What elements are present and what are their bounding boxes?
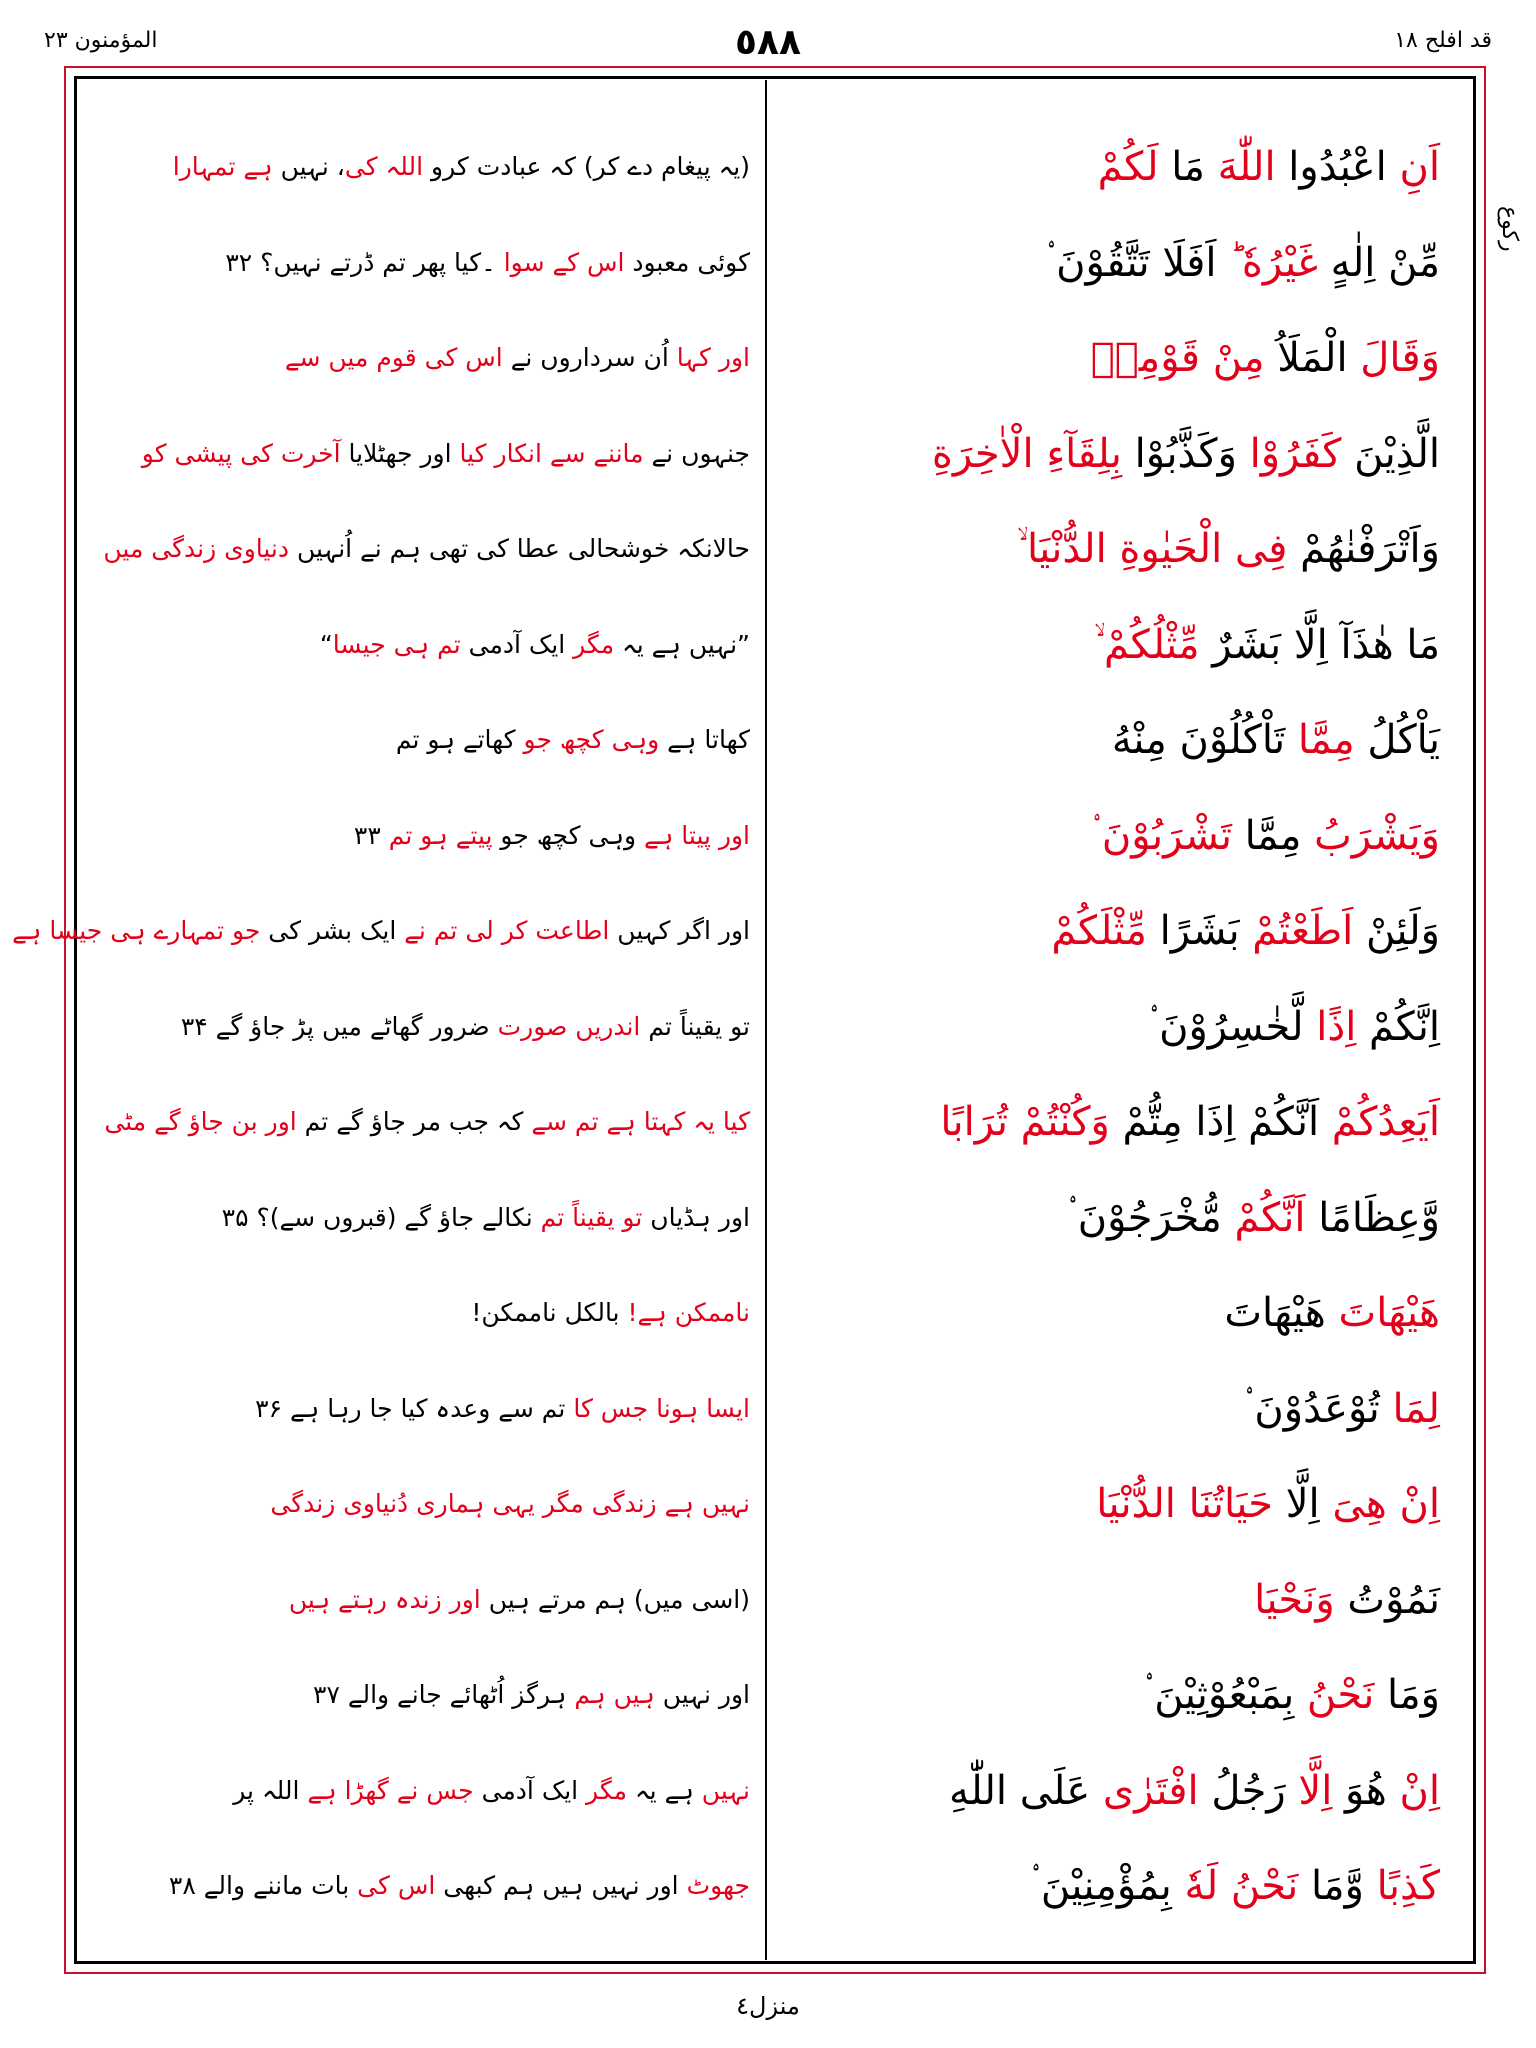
text-segment: حالانکہ خوشحالی عطا کی تھی ہم نے اُنہیں	[289, 534, 750, 563]
text-segment: لَهٗ	[1171, 1863, 1219, 1909]
text-segment: کھاتے ہو تم	[395, 725, 516, 754]
text-segment: حَيَاتُنَا الدُّنْيَا	[1096, 1481, 1273, 1527]
text-segment: اِنَّكُمْ	[1356, 1003, 1440, 1050]
text-segment: مِمَّا	[1285, 717, 1355, 763]
text-segment: کوئی معبود	[624, 247, 750, 277]
arabic-verse-line	[790, 228, 1440, 298]
text-segment: وہی کچھ جو	[515, 725, 660, 754]
urdu-translation-line	[100, 610, 750, 680]
text-segment: ہرگز اُٹھائے جانے والے ۳۷	[313, 1680, 567, 1709]
text-segment: مِمَّا	[1231, 812, 1302, 859]
text-segment: لَّخٰسِرُوْنَ ۟	[1149, 1003, 1304, 1050]
text-segment: وَّمَا	[1298, 1863, 1364, 1909]
text-segment: كَذِبًا	[1363, 1863, 1440, 1909]
arabic-verse-line	[790, 514, 1440, 584]
column-divider	[765, 80, 767, 1960]
text-segment: ضرور گھاٹے میں پڑ جاؤ گے ۳۴	[180, 1011, 490, 1041]
text-segment: تَاْكُلُوْنَ مِنْهُ	[1111, 717, 1286, 763]
text-segment: جو تمہارے ہی جیسا ہے	[12, 916, 261, 945]
text-segment: ؕ اَفَلَا تَتَّقُوْنَ ۟	[1046, 239, 1230, 286]
text-segment: نکالے جاؤ گے (قبروں سے)؟ ۳۵	[221, 1202, 533, 1232]
text-segment: هَيْهَاتَ	[1325, 1290, 1440, 1336]
text-segment: اِلَّا	[1285, 1767, 1333, 1814]
urdu-translation-line	[100, 992, 750, 1062]
text-segment: ایک آدمی	[460, 629, 566, 659]
arabic-verse-line	[790, 1087, 1440, 1157]
text-segment: ایک بشر کی	[260, 916, 397, 945]
text-segment: نَحْنُ	[1218, 1863, 1299, 1909]
arabic-verse-line	[790, 705, 1440, 775]
text-segment: ایک آدمی	[473, 1775, 579, 1805]
text-segment: وَلَئِنْ	[1353, 908, 1440, 954]
arabic-verse-line	[790, 1374, 1440, 1444]
text-segment: اَنَّكُمْ اِذَا مِتُّمْ	[1109, 1099, 1320, 1145]
text-segment: پیتے ہو تم	[380, 820, 493, 850]
text-segment: لِمَا	[1379, 1385, 1440, 1432]
urdu-translation-line	[100, 419, 750, 489]
text-segment: وَّعِظَامًا	[1305, 1194, 1440, 1241]
text-segment: دنیاوی زندگی میں	[103, 534, 290, 563]
text-segment: مِنْ قَوْمِهٖ	[1090, 335, 1265, 381]
text-segment: اَنَّكُمْ	[1221, 1194, 1306, 1241]
text-segment: بِلِقَآءِ الْاٰخِرَةِ	[931, 430, 1122, 477]
text-segment: اس کے سوا	[495, 247, 625, 277]
urdu-translation-line	[100, 801, 750, 871]
text-segment: اور اگر کہیں	[609, 916, 750, 945]
text-segment: تَشْرَبُوْنَ	[1091, 812, 1232, 859]
text-segment: وَيَشْرَبُ	[1301, 812, 1440, 859]
text-segment: اللہ پر	[233, 1775, 300, 1805]
text-segment: اس کی قوم میں سے	[284, 343, 503, 372]
text-segment: اِنْ هِىَ	[1319, 1481, 1440, 1527]
text-segment: فِى الْحَيٰوةِ الدُّنْيَا	[1017, 526, 1288, 572]
text-segment: ناممکن ہے!	[619, 1298, 750, 1327]
manzil-footer: منزل٤	[736, 1992, 800, 2020]
arabic-verse-line	[790, 896, 1440, 966]
text-segment: وَكُنْتُمْ تُرَابًا	[940, 1099, 1110, 1145]
text-segment: ۔کیا پھر تم ڈرتے نہیں؟ ۳۲	[225, 247, 496, 277]
text-segment: اور بن جاؤ گے مٹی	[104, 1107, 297, 1136]
urdu-translation-line	[100, 1660, 750, 1730]
text-segment: اَنِ	[1386, 144, 1440, 190]
text-segment: وَقَالَ	[1347, 335, 1440, 381]
page-number: ٥٨٨	[735, 22, 801, 63]
text-segment: (یہ پیغام دے کر) کہ عبادت کرو	[423, 152, 750, 181]
text-segment: اَطَعْتُمْ	[1239, 908, 1354, 954]
urdu-translation-line	[100, 1851, 750, 1921]
arabic-verse-line	[790, 1469, 1440, 1539]
arabic-verse-line	[790, 419, 1440, 489]
text-segment: تم سے	[523, 1107, 599, 1136]
text-segment: نَحْنُ	[1294, 1672, 1375, 1718]
text-segment: وَمَا	[1374, 1672, 1440, 1718]
text-segment: بات ماننے والے ۳۸	[168, 1871, 350, 1900]
text-segment: تو یقیناً تم	[640, 1011, 750, 1041]
text-segment: ہے یہ	[627, 1775, 694, 1805]
urdu-translation-line	[100, 228, 750, 298]
text-segment: جنہوں نے	[643, 438, 750, 468]
text-segment: ، نہیں	[272, 152, 345, 181]
arabic-verse-line	[790, 1660, 1440, 1730]
arabic-verse-line	[790, 1565, 1440, 1635]
urdu-translation-line	[100, 1565, 750, 1635]
arabic-verse-line	[790, 1851, 1440, 1921]
arabic-verse-line	[790, 1756, 1440, 1826]
text-segment: اِنْ	[1386, 1767, 1440, 1814]
urdu-translation-line	[100, 1087, 750, 1157]
text-segment: اور کہا	[668, 343, 750, 372]
arabic-verse-line	[790, 610, 1440, 680]
text-segment: كَفَرُوْا	[1236, 430, 1342, 477]
text-segment: اور نہیں	[654, 1680, 750, 1709]
text-segment: اللہ کی	[344, 152, 424, 181]
text-segment: ایسا ہونا جس کا	[565, 1393, 750, 1423]
text-segment: رَجُلُ	[1198, 1767, 1286, 1814]
arabic-verse-line	[790, 992, 1440, 1062]
text-segment: لَكُمْ	[1097, 144, 1159, 190]
text-segment: تم سے وعدہ کیا جا رہا ہے ۳۶	[255, 1393, 566, 1423]
text-segment: نہیں	[693, 1775, 750, 1805]
text-segment: ”نہیں ہے یہ	[614, 629, 750, 659]
text-segment: مُّخْرَجُوْنَ ۟	[1067, 1194, 1222, 1241]
text-segment: اطاعت کر لی تم نے	[396, 916, 610, 945]
urdu-translation-line	[100, 1469, 750, 1539]
urdu-translation-line	[12, 896, 750, 966]
text-segment: اعْبُدُوا	[1275, 144, 1387, 190]
text-segment: وَاَتْرَفْنٰهُمْ	[1287, 526, 1440, 572]
arabic-verse-line	[790, 323, 1440, 393]
arabic-verse-line	[790, 801, 1440, 871]
text-segment: اور ہڈیاں	[642, 1202, 750, 1232]
text-segment: وَكَذَّبُوْا	[1121, 430, 1237, 477]
urdu-translation-line	[100, 1278, 750, 1348]
text-segment: (اسی میں) ہم مرتے ہیں	[480, 1584, 750, 1614]
text-segment: اور زندہ رہتے ہیں	[288, 1584, 481, 1614]
text-segment: بِمُؤْمِنِيْنَ ۟	[1030, 1863, 1172, 1909]
text-segment: اُن سرداروں نے	[502, 343, 669, 372]
text-segment: افْتَرٰى	[1090, 1767, 1199, 1814]
text-segment: تم ہی جیسا	[332, 629, 461, 659]
text-segment: ہے تمہارا	[172, 152, 273, 181]
text-segment: نَمُوْتُ	[1334, 1576, 1440, 1623]
text-segment: تو یقیناً تم	[532, 1202, 643, 1232]
text-segment: اِذًا	[1303, 1003, 1357, 1050]
text-segment: “	[319, 629, 333, 659]
urdu-translation-line	[100, 1183, 750, 1253]
text-segment: کھاتا ہے	[659, 725, 750, 754]
text-segment: نہیں ہے زندگی مگر یہی ہماری دُنیاوی زندگی	[270, 1489, 750, 1518]
text-segment: وہی کچھ جو	[492, 820, 637, 850]
urdu-translation-line	[100, 132, 750, 202]
arabic-verse-line	[790, 132, 1440, 202]
surah-name-header: المؤمنون ٢٣	[44, 28, 158, 53]
ruku-margin-note: ركوع	[1497, 206, 1522, 252]
text-segment: اور نہیں ہیں ہم کبھی	[435, 1871, 679, 1900]
text-segment: بَشَرًا	[1146, 908, 1240, 954]
text-segment: کیا یہ کہتا ہے	[598, 1107, 750, 1136]
text-segment: عَلَى اللّٰهِ	[949, 1767, 1091, 1814]
text-segment: غَيْرُهٗ	[1229, 239, 1318, 286]
arabic-verse-line	[790, 1183, 1440, 1253]
text-segment: مِّثْلُكُمْ	[1094, 621, 1200, 668]
text-segment: بالکل ناممکن!	[471, 1298, 620, 1327]
text-segment: اس کی	[349, 1871, 436, 1900]
text-segment: کہ جب مر جاؤ گے تم	[296, 1107, 524, 1136]
text-segment: وَنَحْيَا	[1254, 1576, 1335, 1623]
text-segment: اور پیتا ہے	[636, 820, 750, 850]
text-segment: ۳۳	[353, 820, 381, 850]
text-segment: جس نے گھڑا ہے	[299, 1775, 474, 1805]
text-segment: اور جھٹلایا	[340, 438, 452, 468]
text-segment: الْمَلَاُ	[1264, 335, 1348, 381]
text-segment: ماننے سے انکار کیا	[451, 438, 644, 468]
text-segment: هَيْهَاتَ	[1224, 1290, 1326, 1336]
text-segment: مگر	[565, 629, 615, 659]
juz-name-header: قد افلح ١٨	[1394, 28, 1492, 53]
text-segment: جھوٹ	[678, 1871, 750, 1900]
text-segment: مِّنْ اِلٰهٍ	[1317, 239, 1440, 286]
text-segment: الَّذِيْنَ	[1341, 430, 1440, 477]
text-segment: يَاْكُلُ	[1354, 717, 1440, 763]
arabic-verse-line	[790, 1278, 1440, 1348]
text-segment: هُوَ	[1332, 1767, 1387, 1814]
urdu-translation-line	[100, 514, 750, 584]
text-segment: آخرت کی پیشی کو	[141, 438, 341, 468]
text-segment: ہیں ہم	[566, 1680, 655, 1709]
urdu-translation-line	[100, 323, 750, 393]
text-segment: مَا	[1158, 144, 1205, 190]
text-segment: اندریں صورت	[489, 1011, 641, 1041]
urdu-translation-line	[100, 1756, 750, 1826]
text-segment: تُوْعَدُوْنَ ۟	[1244, 1385, 1380, 1432]
text-segment: اِلَّا	[1273, 1481, 1320, 1527]
urdu-translation-line	[100, 1374, 750, 1444]
text-segment: مگر	[578, 1775, 628, 1805]
text-segment: اَيَعِدُكُمْ	[1319, 1099, 1440, 1145]
text-segment: مَا هٰذَآ اِلَّا بَشَرٌ	[1199, 621, 1440, 668]
text-segment: بِمَبْعُوْثِيْنَ ۟	[1144, 1672, 1295, 1718]
text-segment: مِّثْلَكُمْ	[1051, 908, 1147, 954]
text-segment: اللّٰهَ	[1204, 144, 1276, 190]
urdu-translation-line	[100, 705, 750, 775]
